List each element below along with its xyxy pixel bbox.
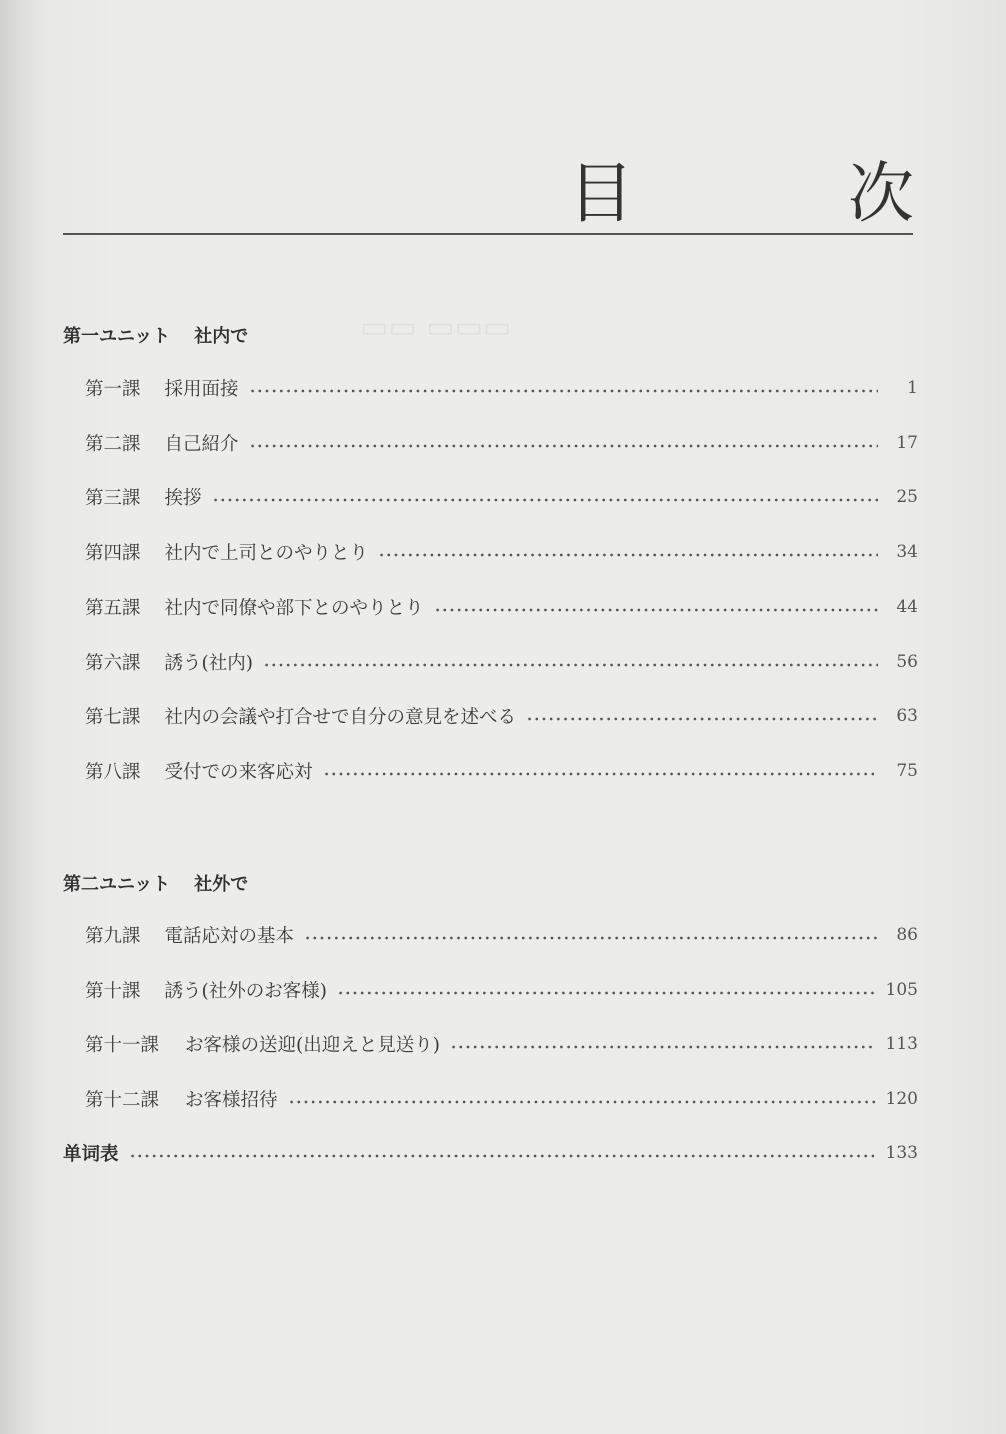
page-number: 63 (896, 706, 918, 726)
dot-leader (378, 552, 878, 558)
unit-heading-1 (63, 322, 248, 348)
page-title: 目 次 (568, 155, 988, 232)
lesson-title: 誘う(社内) (164, 653, 253, 674)
toc-entry[interactable] (85, 975, 918, 1005)
toc-entry[interactable] (85, 920, 918, 950)
page-number: 105 (885, 980, 918, 1000)
lesson-number: 第八課 (85, 762, 141, 783)
lesson-title: 誘う(社外のお客様) (164, 981, 327, 1002)
unit-title: 社外で (194, 874, 249, 895)
lesson-number: 第五課 (85, 598, 141, 619)
toc-entry[interactable] (85, 701, 918, 731)
toc-entry[interactable] (85, 592, 918, 622)
toc-entry[interactable] (85, 647, 918, 677)
dot-leader (249, 388, 878, 394)
unit-title: 社内で (194, 326, 249, 347)
page-number: 25 (896, 487, 918, 507)
lesson-title: お客様の送迎(出迎えと見送り) (185, 1035, 440, 1056)
toc-entry[interactable] (85, 482, 918, 512)
page-number: 120 (885, 1089, 918, 1109)
lesson-title: お客様招待 (185, 1090, 278, 1111)
dot-leader (323, 771, 878, 777)
dot-leader (337, 990, 876, 996)
toc-entry[interactable] (85, 1084, 918, 1114)
lesson-title: 挨拶 (164, 488, 202, 509)
unit-heading-2 (63, 870, 248, 896)
page-number: 113 (885, 1034, 918, 1054)
dot-leader (129, 1153, 876, 1159)
dot-leader (288, 1099, 876, 1105)
lesson-number: 第十課 (85, 981, 141, 1002)
page-number: 86 (896, 925, 918, 945)
toc-entry-glossary[interactable] (63, 1138, 918, 1168)
page-number: 17 (896, 433, 918, 453)
dot-leader (263, 662, 878, 668)
dot-leader (212, 497, 878, 503)
unit-label: 第二ユニット (63, 874, 171, 895)
page-number: 56 (896, 652, 918, 672)
lesson-title: 自己紹介 (164, 434, 239, 455)
page-number: 133 (885, 1143, 918, 1163)
lesson-number: 第四課 (85, 543, 141, 564)
lesson-number: 第十二課 (85, 1090, 160, 1111)
lesson-number: 第二課 (85, 434, 141, 455)
dot-leader (304, 935, 878, 941)
dot-leader (526, 716, 878, 722)
toc-entry[interactable] (85, 537, 918, 567)
title-rule (63, 233, 913, 235)
dot-leader (450, 1044, 876, 1050)
lesson-number: 第十一課 (85, 1035, 160, 1056)
lesson-number: 第七課 (85, 707, 141, 728)
toc-entry[interactable] (85, 428, 918, 458)
toc-entry[interactable] (85, 1029, 918, 1059)
toc-entry[interactable] (85, 373, 918, 403)
dot-leader (249, 443, 878, 449)
dot-leader (434, 607, 878, 613)
lesson-number: 第九課 (85, 926, 141, 947)
lesson-title: 受付での来客応対 (164, 762, 313, 783)
unit-label: 第一ユニット (63, 326, 171, 347)
page-number: 44 (896, 597, 918, 617)
lesson-number: 第六課 (85, 653, 141, 674)
page-number: 34 (896, 542, 918, 562)
lesson-number: 第三課 (85, 488, 141, 509)
lesson-title: 社内の会議や打合せで自分の意見を述べる (164, 707, 517, 728)
lesson-title: 電話応対の基本 (164, 926, 295, 947)
glossary-label: 单词表 (63, 1144, 119, 1165)
lesson-title: 採用面接 (164, 379, 239, 400)
toc-entry[interactable] (85, 756, 918, 786)
lesson-title: 社内で同僚や部下とのやりとり (164, 598, 424, 619)
page-number: 1 (907, 378, 918, 398)
bleed-through-decoration (360, 310, 511, 345)
lesson-number: 第一課 (85, 379, 141, 400)
lesson-title: 社内で上司とのやりとり (164, 543, 369, 564)
page-number: 75 (896, 761, 918, 781)
